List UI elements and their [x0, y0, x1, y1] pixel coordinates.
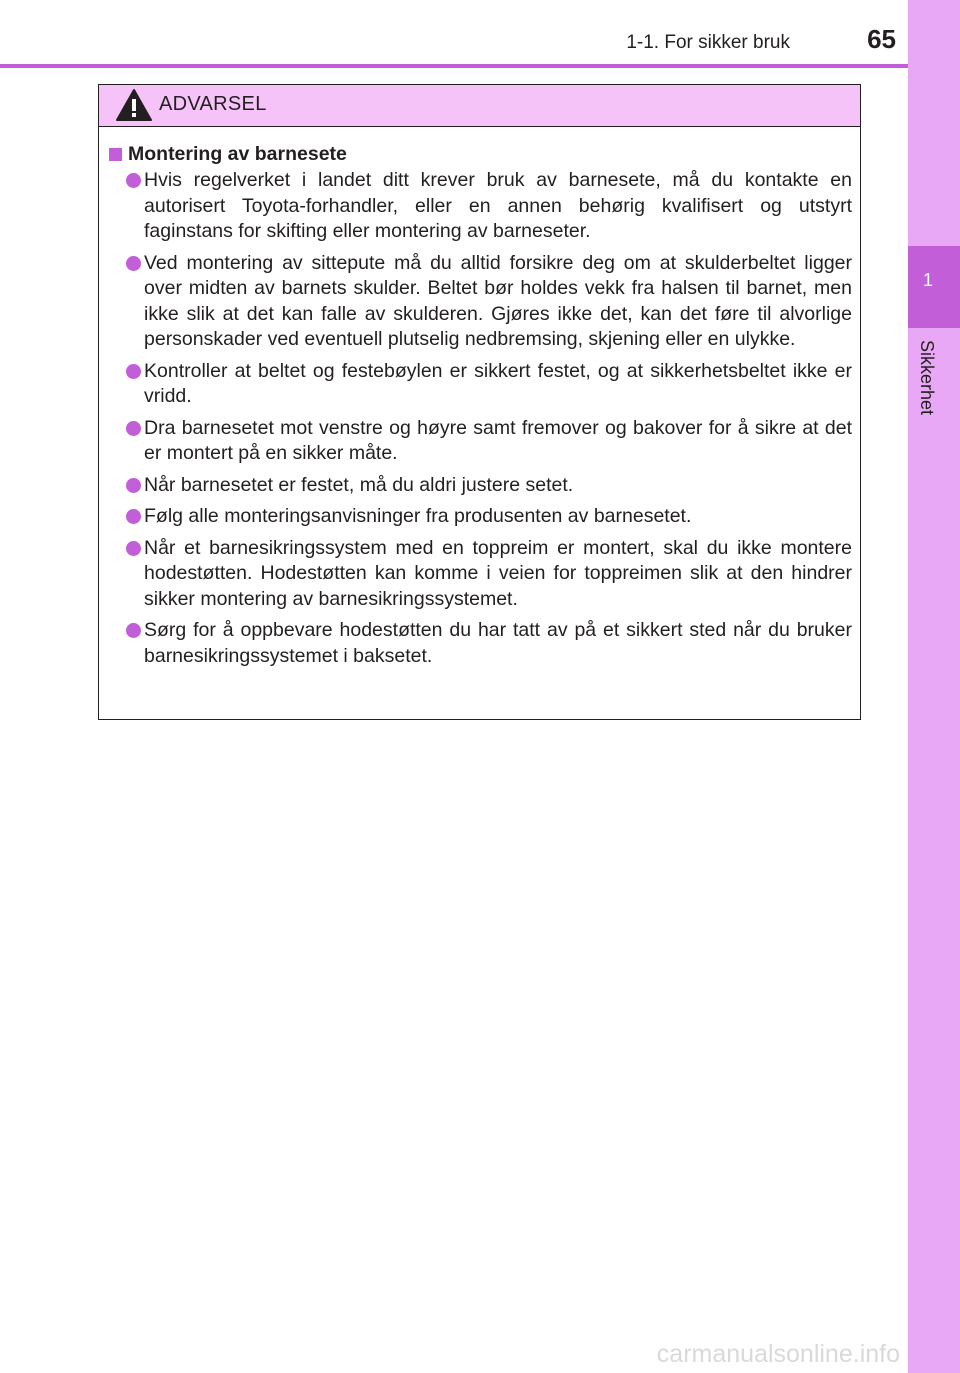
watermark-text: carmanualsonline.info — [656, 1340, 900, 1368]
warning-header — [99, 85, 860, 127]
bullet-dot-icon — [126, 173, 141, 188]
square-bullet-icon — [109, 148, 122, 161]
section-heading — [107, 142, 852, 167]
side-tab — [908, 0, 960, 1373]
warning-body — [99, 127, 860, 669]
list-item-text: Kontroller at beltet og festebøylen er sikkert festet, og at sikkerhetsbeltet ikke er vridd. — [144, 359, 852, 407]
list-item — [107, 168, 852, 245]
chapter-number: 1 — [922, 270, 933, 290]
warning-box — [98, 84, 861, 720]
page-number: 65 — [867, 24, 896, 54]
bullet-dot-icon — [126, 478, 141, 493]
list-item-text: Når et barnesikringssystem med en toppreim er montert, skal du ikke montere hodestøtten. Hodestøtten kan komme i veien for toppreimen slik at den hindrer sikker montering av barnesikringssystemet. — [144, 536, 852, 610]
bullet-dot-icon — [126, 509, 141, 524]
list-item-text: Sørg for å oppbevare hodestøtten du har tatt av på et sikkert sted når du bruker barnesikringssystemet i baksetet. — [144, 619, 852, 667]
list-item-text: Dra barnesetet mot venstre og høyre samt fremover og bakover for å sikre at det er montert på en sikker måte. — [144, 416, 852, 464]
list-item-text: Ved montering av sittepute må du alltid forsikre deg om at skulderbeltet ligger over midten av barnets skulder. Beltet bør holdes vekk fra halsen til barnet, men ikke slik at det kan falle av skulderen. Gjøres ikke det, kan det føre til alvorlige personskader ved eventuell plutselig nedbremsing, skjening eller en ulykke. — [144, 251, 852, 350]
list-item — [107, 536, 852, 613]
list-item — [107, 473, 852, 499]
bullet-dot-icon — [126, 623, 141, 638]
warning-triangle-icon — [115, 88, 153, 122]
list-item — [107, 504, 852, 530]
list-item — [107, 359, 852, 410]
section-heading-text: Montering av barnesete — [128, 143, 347, 165]
list-item — [107, 251, 852, 353]
section-title: 1-1. For sikker bruk — [626, 32, 790, 53]
chapter-label: Sikkerhet — [917, 340, 937, 416]
bullet-dot-icon — [126, 541, 141, 556]
list-item-text: Når barnesetet er festet, må du aldri justere setet. — [144, 473, 574, 496]
header-divider — [0, 64, 908, 68]
bullet-dot-icon — [126, 364, 141, 379]
bullet-dot-icon — [126, 256, 141, 271]
warning-title: ADVARSEL — [159, 93, 267, 115]
list-item — [107, 618, 852, 669]
bullet-dot-icon — [126, 421, 141, 436]
list-item-text: Hvis regelverket i landet ditt krever bruk av barnesete, må du kontakte en autorisert Toyota-forhandler, eller en annen behørig kvalifisert og utstyrt faginstans for skifting eller montering av barneseter. — [144, 169, 852, 242]
list-item-text: Følg alle monteringsanvisninger fra produsenten av barnesetet. — [144, 505, 692, 527]
list-item — [107, 416, 852, 467]
